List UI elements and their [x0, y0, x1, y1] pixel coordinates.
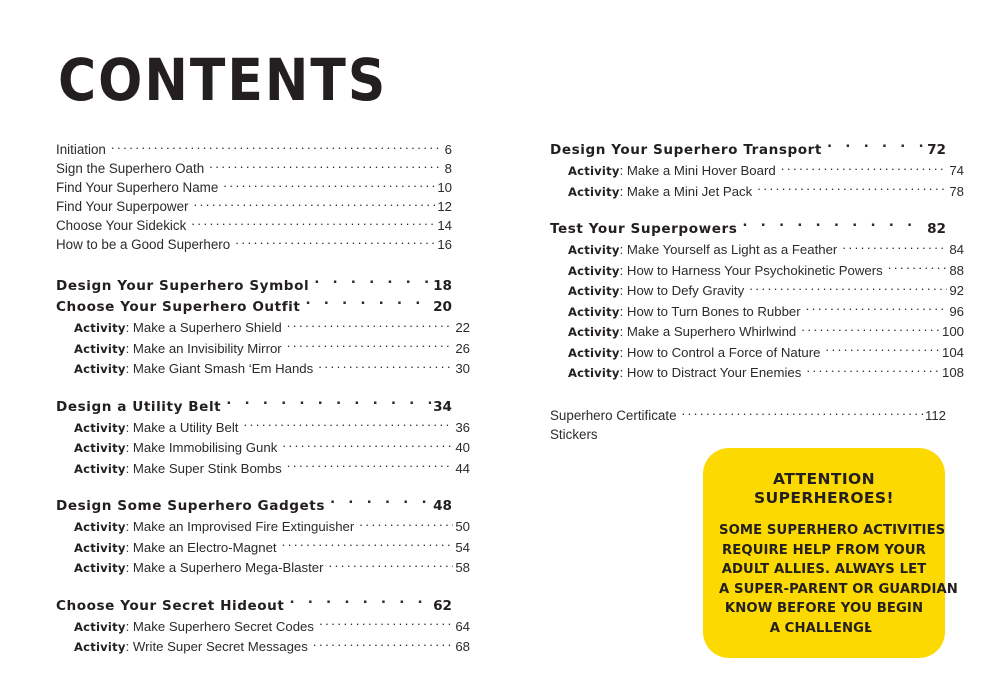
dot-leader [223, 179, 435, 192]
toc-entry-page: 12 [437, 199, 452, 214]
activity-keyword: Activity [74, 640, 126, 654]
callout-body-line: A SUPER-PARENT OR GUARDIAN [719, 581, 958, 597]
attention-callout [703, 448, 958, 658]
activity-title: : Make Yourself as Light as a Feather [619, 242, 838, 257]
toc-activity-label [74, 617, 318, 638]
toc-activity-page: 22 [455, 320, 470, 335]
toc-entry-page: 8 [444, 161, 452, 176]
toc-entry[interactable] [56, 159, 452, 178]
callout-bubble [703, 448, 958, 658]
spacer [550, 202, 946, 219]
toc-activity-entry[interactable] [56, 459, 470, 480]
dot-leader [842, 241, 947, 254]
toc-activity-entry[interactable] [550, 302, 964, 323]
toc-section-heading[interactable] [56, 297, 452, 318]
activity-keyword: Activity [74, 461, 126, 476]
toc-section-page: 82 [927, 221, 946, 237]
toc-activity-page: 40 [455, 440, 470, 455]
activity-title: : How to Defy Gravity [619, 283, 745, 298]
toc-section-page: 34 [433, 398, 452, 415]
dot-leader [682, 406, 923, 419]
toc-activity-entry[interactable] [550, 343, 964, 364]
dot-leader [226, 397, 431, 411]
toc-activity-entry[interactable] [56, 418, 470, 439]
toc-activity-label [568, 322, 800, 343]
spacer [56, 579, 452, 596]
activity-keyword: Activity [568, 243, 620, 257]
dot-leader [827, 140, 925, 154]
toc-entry[interactable] [56, 178, 452, 197]
dot-leader [329, 559, 454, 572]
dot-leader [806, 302, 948, 315]
toc-activity-label [74, 538, 281, 559]
toc-entry-label: Superhero Certificate [550, 407, 677, 423]
activity-title: : Make an Invisibility Mirror [125, 340, 282, 356]
toc-section-heading[interactable] [56, 596, 452, 617]
toc-activity-label [74, 438, 281, 459]
toc-activity-page: 74 [949, 163, 964, 178]
dot-leader [289, 596, 431, 610]
toc-section-heading[interactable] [550, 219, 946, 240]
callout-body-line: REQUIRE HELP FROM YOUR [722, 542, 926, 558]
activity-title: : Make Super Stink Bombs [125, 460, 282, 476]
dot-leader [330, 496, 431, 510]
toc-activity-page: 96 [949, 303, 964, 319]
toc-section-heading[interactable] [56, 496, 452, 517]
toc-activity-entry[interactable] [56, 637, 470, 658]
dot-leader [287, 339, 454, 352]
contents-left-column [56, 140, 470, 658]
toc-section-label: Design Your Superhero Symbol [56, 278, 310, 294]
toc-activity-entry[interactable] [56, 318, 470, 339]
toc-activity-entry[interactable] [56, 359, 470, 380]
toc-entry-label: How to be a Good Superhero [56, 237, 231, 252]
toc-activity-entry[interactable] [56, 517, 470, 538]
toc-activity-page: 100 [941, 324, 964, 339]
toc-entry-label: Choose Your Sidekick [56, 218, 187, 233]
toc-entry-label: Find Your Superhero Name [56, 180, 219, 195]
activity-title: : Make a Superhero Mega-Blaster [125, 560, 324, 575]
toc-section-label: Design Your Superhero Transport [550, 142, 822, 158]
activity-keyword: Activity [74, 341, 126, 356]
toc-entry[interactable] [550, 425, 946, 444]
page-title: CONTENTS [58, 47, 388, 115]
activity-keyword: Activity [568, 263, 620, 278]
dot-leader [191, 217, 435, 230]
dot-leader [282, 439, 453, 452]
activity-title: : Make a Mini Jet Pack [619, 183, 753, 199]
spacer [56, 380, 452, 397]
toc-activity-page: 58 [455, 560, 470, 575]
toc-entry-page: 6 [444, 142, 452, 157]
speech-bubble-tail-icon [863, 620, 899, 650]
toc-activity-page: 64 [455, 618, 470, 634]
toc-entry-page: 14 [437, 218, 452, 233]
toc-activity-entry[interactable] [550, 161, 964, 182]
dot-leader [781, 162, 948, 175]
toc-entry-label: Sign the Superhero Oath [56, 161, 205, 176]
dot-leader [235, 236, 435, 249]
toc-activity-entry[interactable] [56, 339, 470, 360]
callout-body-line: SOME SUPERHERO ACTIVITIES [719, 523, 946, 538]
activity-keyword: Activity [568, 345, 620, 360]
activity-title: : Make a Superhero Whirlwind [619, 324, 797, 339]
dot-leader [243, 418, 453, 431]
toc-activity-page: 84 [949, 242, 964, 257]
toc-entry-page: 10 [437, 180, 452, 195]
toc-activity-page: 92 [949, 283, 964, 298]
callout-heading [719, 470, 929, 508]
activity-title: : Make a Mini Hover Board [619, 163, 776, 178]
activity-title: : Make Immobilising Gunk [125, 440, 278, 455]
dot-leader [825, 343, 940, 356]
toc-entry-label: Stickers [550, 426, 598, 442]
toc-activity-label [74, 318, 286, 339]
toc-activity-page: 26 [455, 340, 470, 356]
activity-title: : How to Turn Bones to Rubber [619, 303, 801, 319]
toc-activity-page: 36 [455, 419, 470, 435]
toc-activity-label [568, 281, 748, 302]
toc-section-heading[interactable] [56, 276, 452, 297]
dot-leader [757, 182, 947, 195]
spacer [56, 479, 452, 496]
contents-right-column [550, 140, 964, 444]
toc-activity-page: 104 [941, 344, 964, 360]
activity-keyword: Activity [568, 164, 620, 178]
spacer [56, 254, 452, 276]
activity-keyword: Activity [74, 619, 126, 634]
toc-entry-page: 16 [437, 237, 452, 252]
toc-entry-page: 112 [924, 407, 946, 423]
activity-keyword: Activity [74, 540, 126, 555]
toc-activity-page: 44 [455, 460, 470, 476]
toc-activity-entry[interactable] [550, 182, 964, 203]
activity-keyword: Activity [568, 284, 620, 298]
toc-entry-label: Initiation [56, 142, 106, 157]
toc-activity-label [74, 558, 328, 579]
toc-section-heading[interactable] [56, 397, 452, 418]
toc-activity-entry[interactable] [56, 617, 470, 638]
spacer [550, 384, 946, 406]
toc-activity-label [74, 418, 242, 439]
toc-activity-label [568, 363, 805, 384]
activity-keyword: Activity [74, 321, 126, 335]
dot-leader [801, 323, 940, 336]
activity-title: : Make Giant Smash ‘Em Hands [125, 361, 314, 376]
dot-leader [111, 141, 443, 154]
dot-leader [313, 638, 453, 651]
toc-activity-page: 54 [455, 539, 470, 555]
toc-activity-entry[interactable] [56, 538, 470, 559]
activity-keyword: Activity [74, 520, 126, 534]
toc-activity-page: 50 [455, 519, 470, 534]
toc-activity-label [74, 637, 312, 658]
toc-section-heading[interactable] [550, 140, 946, 161]
toc-section-label: Choose Your Superhero Outfit [56, 299, 301, 315]
toc-activity-page: 30 [455, 361, 470, 376]
activity-keyword: Activity [568, 184, 620, 199]
callout-heading-line2: SUPERHEROES! [754, 489, 894, 507]
toc-entry[interactable] [56, 216, 452, 235]
toc-activity-label [74, 339, 286, 360]
toc-entry[interactable] [550, 406, 946, 425]
activity-title: : Make an Electro-Magnet [125, 539, 277, 555]
activity-keyword: Activity [568, 304, 620, 319]
dot-leader [194, 198, 436, 211]
activity-keyword: Activity [74, 362, 126, 376]
toc-activity-page: 78 [949, 183, 964, 199]
dot-leader [287, 459, 454, 472]
activity-title: : Make an Improvised Fire Extinguisher [125, 519, 355, 534]
dot-leader [749, 282, 947, 295]
toc-section-page: 20 [433, 299, 452, 315]
dot-leader [888, 261, 948, 274]
dot-leader [359, 518, 453, 531]
toc-activity-entry[interactable] [56, 438, 470, 459]
activity-keyword: Activity [74, 441, 126, 455]
callout-body-line: ADULT ALLIES. ALWAYS LET [721, 562, 927, 577]
callout-body-line: A CHALLENGE. [769, 620, 879, 636]
toc-activity-page: 68 [455, 639, 470, 654]
toc-section-label: Design a Utility Belt [56, 398, 222, 415]
toc-activity-entry[interactable] [550, 240, 964, 261]
toc-section-label: Design Some Superhero Gadgets [56, 498, 325, 514]
dot-leader [742, 219, 925, 233]
activity-title: : Make a Utility Belt [125, 419, 239, 435]
toc-section-page: 48 [433, 498, 452, 514]
callout-body-line: KNOW BEFORE YOU BEGIN [724, 601, 924, 616]
activity-title: : Make a Superhero Shield [125, 320, 282, 335]
activity-title: : How to Harness Your Psychokinetic Powers [619, 262, 883, 278]
toc-activity-entry[interactable] [550, 281, 964, 302]
dot-leader [318, 360, 453, 373]
dot-leader [305, 297, 431, 311]
toc-activity-label [568, 302, 805, 323]
dot-leader [314, 276, 431, 290]
toc-activity-label [568, 240, 841, 261]
toc-section-page: 62 [433, 597, 452, 614]
callout-heading-line1: ATTENTION [773, 470, 875, 488]
dot-leader [287, 319, 454, 332]
toc-activity-label [74, 459, 286, 480]
activity-keyword: Activity [74, 420, 126, 435]
toc-activity-entry[interactable] [550, 322, 964, 343]
toc-activity-label [568, 261, 887, 282]
toc-section-label: Choose Your Secret Hideout [56, 597, 285, 614]
toc-activity-page: 88 [949, 262, 964, 278]
dot-leader [282, 538, 454, 551]
dot-leader [806, 364, 940, 377]
activity-title: : How to Distract Your Enemies [619, 365, 802, 380]
dot-leader [209, 160, 443, 173]
toc-entry-label: Find Your Superpower [56, 199, 189, 214]
toc-activity-label [568, 182, 756, 203]
toc-activity-entry[interactable] [56, 558, 470, 579]
toc-entry[interactable] [56, 235, 452, 254]
toc-section-label: Test Your Superpowers [550, 221, 738, 237]
activity-keyword: Activity [568, 325, 620, 339]
activity-title: : How to Control a Force of Nature [619, 344, 821, 360]
dot-leader [319, 617, 453, 630]
activity-title: : Make Superhero Secret Codes [125, 618, 314, 634]
toc-activity-entry[interactable] [550, 363, 964, 384]
toc-activity-label [74, 517, 358, 538]
toc-activity-entry[interactable] [550, 261, 964, 282]
activity-keyword: Activity [74, 561, 126, 575]
toc-section-page: 18 [433, 278, 452, 294]
toc-entry[interactable] [56, 197, 452, 216]
activity-title: : Write Super Secret Messages [125, 639, 308, 654]
activity-keyword: Activity [568, 366, 620, 380]
toc-activity-label [568, 343, 824, 364]
toc-activity-page: 108 [941, 365, 964, 380]
toc-activity-label [74, 359, 317, 380]
toc-section-page: 72 [927, 142, 946, 158]
toc-activity-label [568, 161, 780, 182]
toc-entry[interactable] [56, 140, 452, 159]
